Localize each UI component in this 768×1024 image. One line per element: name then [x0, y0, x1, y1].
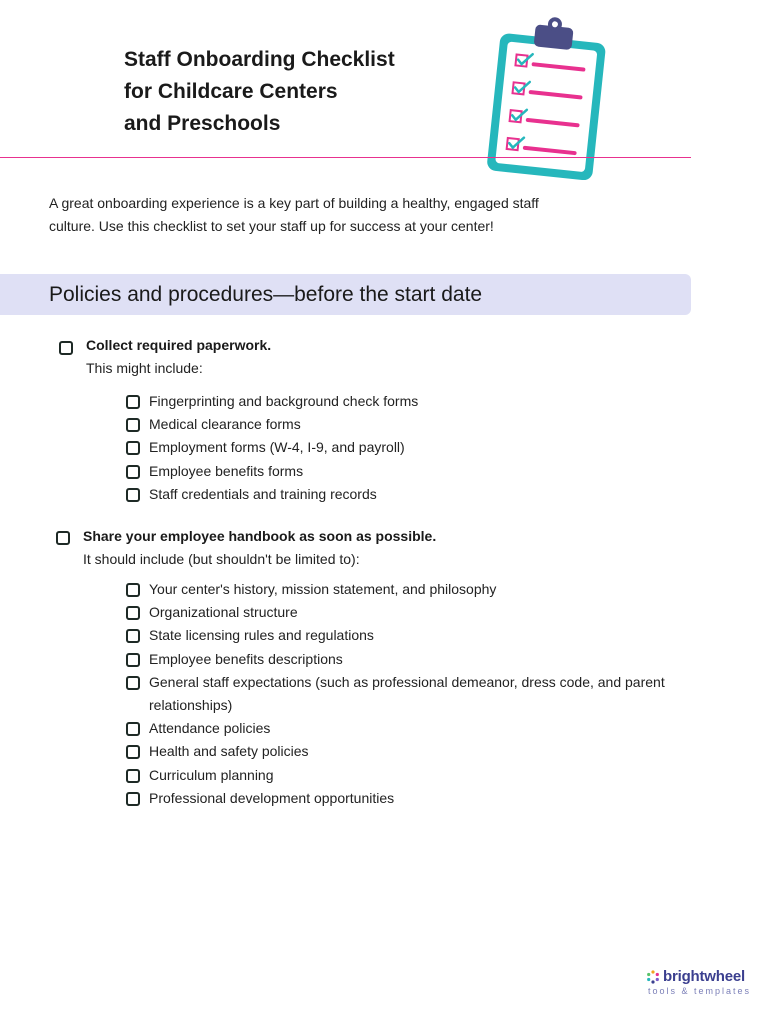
- title-line-1: Staff Onboarding Checklist: [124, 48, 395, 71]
- header-divider: [0, 157, 691, 158]
- checkbox-icon[interactable]: [126, 676, 140, 690]
- item-heading: Share your employee handbook as soon as possible.: [83, 528, 437, 544]
- sublist-item: General staff expectations (such as professional demeanor, dress code, and parent relationships): [126, 671, 689, 717]
- checklist-item-handbook: [83, 525, 436, 571]
- intro-paragraph: [49, 192, 629, 238]
- sublist-item: Employee benefits forms: [126, 460, 689, 483]
- sublist-item: Organizational structure: [126, 601, 689, 624]
- item-subtext: This might include:: [86, 360, 203, 376]
- checkbox-icon[interactable]: [126, 769, 140, 783]
- checkbox-icon[interactable]: [56, 531, 70, 545]
- checkbox-icon[interactable]: [126, 583, 140, 597]
- brand-name: brightwheel: [663, 968, 745, 985]
- checkbox-icon[interactable]: [126, 488, 140, 502]
- checkbox-icon[interactable]: [126, 606, 140, 620]
- title-line-3: and Preschools: [124, 112, 281, 135]
- sublist-item: Health and safety policies: [126, 740, 689, 763]
- checkbox-icon[interactable]: [126, 745, 140, 759]
- page-title: [124, 44, 454, 140]
- brand-logo: [646, 968, 752, 996]
- intro-line-1: A great onboarding experience is a key part of building a healthy, engaged staff: [49, 195, 539, 211]
- sublist-item: Staff credentials and training records: [126, 483, 689, 506]
- paperwork-sublist: [126, 390, 689, 506]
- handbook-sublist: [126, 578, 689, 810]
- section-header: [0, 274, 691, 315]
- sublist-item: Professional development opportunities: [126, 787, 689, 810]
- title-line-2: for Childcare Centers: [124, 80, 338, 103]
- sublist-item: Medical clearance forms: [126, 413, 689, 436]
- checkbox-icon[interactable]: [126, 418, 140, 432]
- sublist-item: Employment forms (W-4, I-9, and payroll): [126, 436, 689, 459]
- section-title: Policies and procedures—before the start date: [49, 283, 483, 306]
- checkbox-icon[interactable]: [126, 465, 140, 479]
- sublist-item: Attendance policies: [126, 717, 689, 740]
- item-heading: Collect required paperwork.: [86, 337, 272, 353]
- checkbox-icon[interactable]: [126, 792, 140, 806]
- brightwheel-logo-icon: [646, 970, 660, 984]
- checkbox-icon[interactable]: [59, 341, 73, 355]
- sublist-item: Curriculum planning: [126, 764, 689, 787]
- sublist-item: Your center's history, mission statement, and philosophy: [126, 578, 689, 601]
- clipboard-checklist-icon: [478, 10, 618, 180]
- checkbox-icon[interactable]: [126, 629, 140, 643]
- checkbox-icon[interactable]: [126, 653, 140, 667]
- sublist-item: State licensing rules and regulations: [126, 624, 689, 647]
- sublist-item: Fingerprinting and background check forms: [126, 390, 689, 413]
- checkbox-icon[interactable]: [126, 395, 140, 409]
- brand-tagline: tools & templates: [648, 986, 752, 996]
- sublist-item: Employee benefits descriptions: [126, 648, 689, 671]
- item-subtext: It should include (but shouldn't be limited to):: [83, 551, 360, 567]
- checkbox-icon[interactable]: [126, 441, 140, 455]
- intro-line-2: culture. Use this checklist to set your staff up for success at your center!: [49, 218, 494, 234]
- checkbox-icon[interactable]: [126, 722, 140, 736]
- checklist-item-paperwork: [86, 334, 271, 380]
